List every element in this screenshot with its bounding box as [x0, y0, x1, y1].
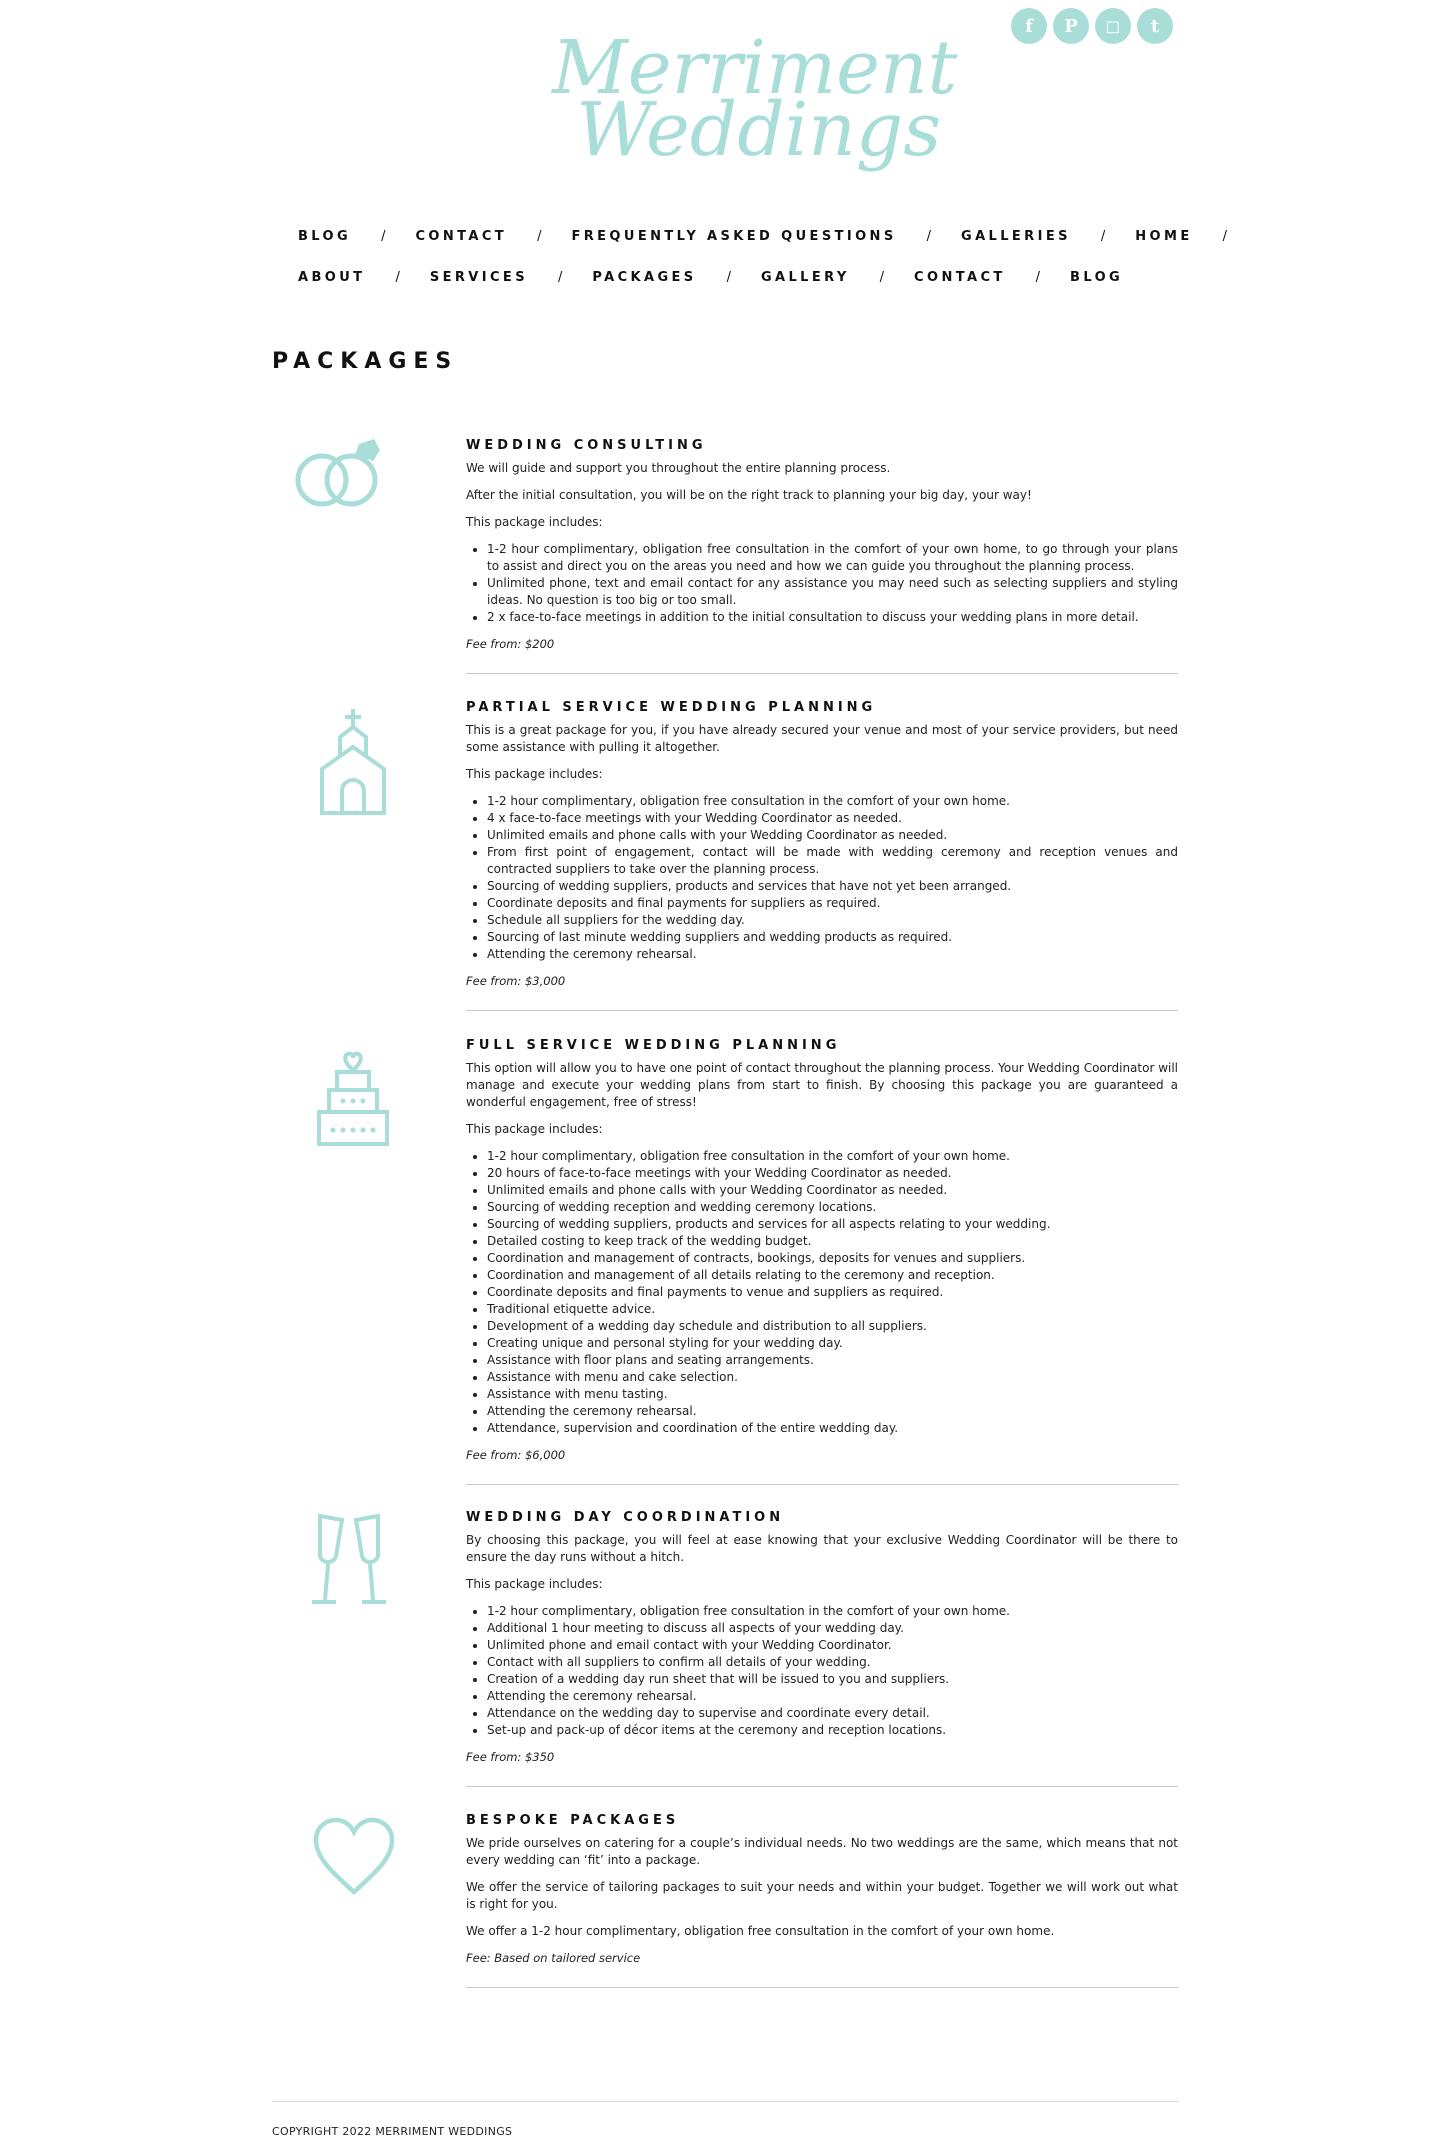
list-item: • 2 x face-to-face meetings in addition to the initial consultation to discuss your wedding plans in more detail.: [487, 609, 1178, 626]
nav-separator: /: [879, 270, 885, 285]
package-title: FULL SERVICE WEDDING PLANNING: [466, 1038, 841, 1053]
package-includes-label: This package includes:: [466, 1122, 603, 1136]
list-item: • Creation of a wedding day run sheet that will be issued to you and suppliers.: [487, 1671, 1178, 1688]
package-description: By choosing this package, you will feel at ease knowing that your exclusive Wedding Coordinator will be there to ensure the day runs without a hitch.: [466, 1533, 1178, 1564]
list-item: • Attending the ceremony rehearsal.: [487, 1403, 1178, 1420]
nav-item-packages[interactable]: PACKAGES: [592, 270, 697, 285]
list-item: • Schedule all suppliers for the wedding day.: [487, 912, 1178, 929]
list-item: • Sourcing of last minute wedding suppliers and wedding products as required.: [487, 929, 1178, 946]
heart-icon: [312, 1816, 396, 1896]
package-items: [466, 1603, 1178, 1739]
package-includes-label: This package includes:: [466, 767, 603, 781]
package-full-service: [466, 1037, 1178, 1485]
list-item: • Attending the ceremony rehearsal.: [487, 1688, 1178, 1705]
nav-separator: /: [1100, 229, 1106, 244]
nav-separator: /: [557, 270, 563, 285]
package-items: [466, 541, 1178, 626]
list-item: • Unlimited phone and email contact with your Wedding Coordinator.: [487, 1637, 1178, 1654]
list-item: • Unlimited emails and phone calls with your Wedding Coordinator as needed.: [487, 827, 1178, 844]
twitter-icon[interactable]: t: [1137, 8, 1173, 44]
package-description: After the initial consultation, you will be on the right track to planning your big day, your way!: [466, 488, 1032, 502]
list-item: • Coordination and management of all details relating to the ceremony and reception.: [487, 1267, 1178, 1284]
package-wedding-consulting: [466, 437, 1178, 674]
list-item: • Assistance with menu tasting.: [487, 1386, 1178, 1403]
list-item: • Coordinate deposits and final payments to venue and suppliers as required.: [487, 1284, 1178, 1301]
logo-line-2: Weddings: [576, 87, 942, 173]
package-bespoke: [466, 1812, 1178, 1988]
list-item: • Sourcing of wedding suppliers, products and services that have not yet been arranged.: [487, 878, 1178, 895]
champagne-glasses-icon: [308, 1512, 390, 1608]
list-item: • 20 hours of face-to-face meetings with your Wedding Coordinator as needed.: [487, 1165, 1178, 1182]
logo-line-1: Merriment: [552, 25, 958, 111]
social-links: [1011, 8, 1173, 44]
pinterest-icon[interactable]: P: [1053, 8, 1089, 44]
divider: [466, 1484, 1178, 1485]
cake-icon: [315, 1048, 391, 1148]
list-item: • Development of a wedding day schedule and distribution to all suppliers.: [487, 1318, 1178, 1335]
divider: [466, 1987, 1178, 1988]
list-item: • 4 x face-to-face meetings with your Wedding Coordinator as needed.: [487, 810, 1178, 827]
nav-item-home[interactable]: HOME: [1135, 229, 1193, 244]
package-fee: Fee from: $6,000: [466, 1448, 566, 1462]
list-item: • Creating unique and personal styling for your wedding day.: [487, 1335, 1178, 1352]
list-item: • Sourcing of wedding reception and wedding ceremony locations.: [487, 1199, 1178, 1216]
main-nav-row-2: [298, 270, 1123, 285]
package-includes-label: This package includes:: [466, 1577, 603, 1591]
list-item: • Traditional etiquette advice.: [487, 1301, 1178, 1318]
divider: [466, 1010, 1178, 1011]
package-description: We pride ourselves on catering for a couple’s individual needs. No two weddings are the same, which means that not every wedding can ‘fit’ into a package.: [466, 1836, 1178, 1867]
nav-separator: /: [726, 270, 731, 285]
nav-separator: /: [395, 270, 400, 285]
package-items: [466, 793, 1178, 963]
main-nav-row-1: [298, 229, 1257, 244]
list-item: • 1-2 hour complimentary, obligation free consultation in the comfort of your own home, to go through your plans to assist and direct you on the areas you need and how we can guide you throughout the planning process.: [487, 541, 1178, 575]
package-fee: Fee from: $3,000: [466, 974, 566, 988]
nav-item-contact[interactable]: CONTACT: [415, 229, 508, 244]
chapel-icon: [318, 707, 388, 815]
package-title: BESPOKE PACKAGES: [466, 1813, 680, 1828]
nav-item-services[interactable]: SERVICES: [429, 270, 528, 285]
list-item: • From first point of engagement, contact will be made with wedding ceremony and reception venues and contracted suppliers to take over the planning process.: [487, 844, 1178, 878]
list-item: • Assistance with menu and cake selection.: [487, 1369, 1178, 1386]
list-item: • 1-2 hour complimentary, obligation free consultation in the comfort of your own home.: [487, 1603, 1178, 1620]
list-item: • Sourcing of wedding suppliers, products and services for all aspects relating to your wedding.: [487, 1216, 1178, 1233]
rings-icon: [295, 438, 391, 512]
list-item: • Detailed costing to keep track of the wedding budget.: [487, 1233, 1178, 1250]
footer-divider: [272, 2101, 1178, 2102]
nav-item-blog-2[interactable]: BLOG: [1070, 270, 1124, 285]
list-item: • Set-up and pack-up of décor items at the ceremony and reception locations.: [487, 1722, 1178, 1739]
list-item: • 1-2 hour complimentary, obligation free consultation in the comfort of your own home.: [487, 793, 1178, 810]
package-fee: Fee: Based on tailored service: [466, 1951, 641, 1965]
nav-separator: /: [1035, 270, 1041, 285]
nav-item-galleries[interactable]: GALLERIES: [961, 229, 1071, 244]
package-title: PARTIAL SERVICE WEDDING PLANNING: [466, 700, 877, 715]
nav-separator: /: [381, 229, 386, 244]
nav-item-blog[interactable]: BLOG: [298, 229, 352, 244]
nav-separator: /: [926, 229, 931, 244]
divider: [466, 673, 1178, 674]
package-fee: Fee from: $350: [466, 1750, 555, 1764]
list-item: • Unlimited emails and phone calls with your Wedding Coordinator as needed.: [487, 1182, 1178, 1199]
nav-separator: /: [537, 229, 542, 244]
package-includes-label: This package includes:: [466, 515, 603, 529]
list-item: • Assistance with floor plans and seating arrangements.: [487, 1352, 1178, 1369]
nav-item-gallery[interactable]: GALLERY: [760, 270, 850, 285]
list-item: • Attendance, supervision and coordination of the entire wedding day.: [487, 1420, 1178, 1437]
site-logo[interactable]: [546, 15, 958, 200]
package-description: This option will allow you to have one point of contact throughout the planning process. Your Wedding Coordinator will manage and execute your wedding plans from start to finish. By choosing this package you are guaranteed a wonderful engagement, free of stress!: [466, 1061, 1179, 1109]
nav-item-contact-2[interactable]: CONTACT: [914, 270, 1006, 285]
package-title: WEDDING CONSULTING: [466, 438, 707, 453]
package-partial-service: [466, 699, 1178, 1011]
list-item: • 1-2 hour complimentary, obligation free consultation in the comfort of your own home.: [487, 1148, 1178, 1165]
list-item: • Unlimited phone, text and email contact for any assistance you may need such as selecting suppliers and styling ideas. No question is too big or too small.: [487, 575, 1178, 609]
list-item: • Contact with all suppliers to confirm all details of your wedding.: [487, 1654, 1178, 1671]
package-wedding-day-coordination: [466, 1509, 1178, 1787]
package-description: This is a great package for you, if you have already secured your venue and most of your service providers, but need some assistance with pulling it altogether.: [466, 723, 1178, 754]
package-description: We offer a 1-2 hour complimentary, obligation free consultation in the comfort of your own home.: [466, 1924, 1055, 1938]
facebook-icon[interactable]: f: [1011, 8, 1047, 44]
nav-item-about[interactable]: ABOUT: [298, 270, 366, 285]
nav-item-faq[interactable]: FREQUENTLY ASKED QUESTIONS: [571, 229, 897, 244]
page-title: PACKAGES: [272, 349, 459, 374]
package-items: [466, 1148, 1178, 1437]
list-item: • Coordination and management of contracts, bookings, deposits for venues and suppliers.: [487, 1250, 1178, 1267]
package-title: WEDDING DAY COORDINATION: [466, 1510, 785, 1525]
package-description: We will guide and support you throughout the entire planning process.: [466, 461, 891, 475]
divider: [466, 1786, 1178, 1787]
nav-separator: /: [1222, 229, 1228, 244]
instagram-icon[interactable]: ◻: [1095, 8, 1131, 44]
list-item: • Attending the ceremony rehearsal.: [487, 946, 1178, 963]
copyright-text: COPYRIGHT 2022 MERRIMENT WEDDINGS: [272, 2125, 513, 2138]
list-item: • Attendance on the wedding day to supervise and coordinate every detail.: [487, 1705, 1178, 1722]
list-item: • Coordinate deposits and final payments for suppliers as required.: [487, 895, 1178, 912]
list-item: • Additional 1 hour meeting to discuss all aspects of your wedding day.: [487, 1620, 1178, 1637]
package-fee: Fee from: $200: [466, 637, 555, 651]
package-description: We offer the service of tailoring packages to suit your needs and within your budget. Together we will work out what is right for you.: [466, 1880, 1178, 1911]
